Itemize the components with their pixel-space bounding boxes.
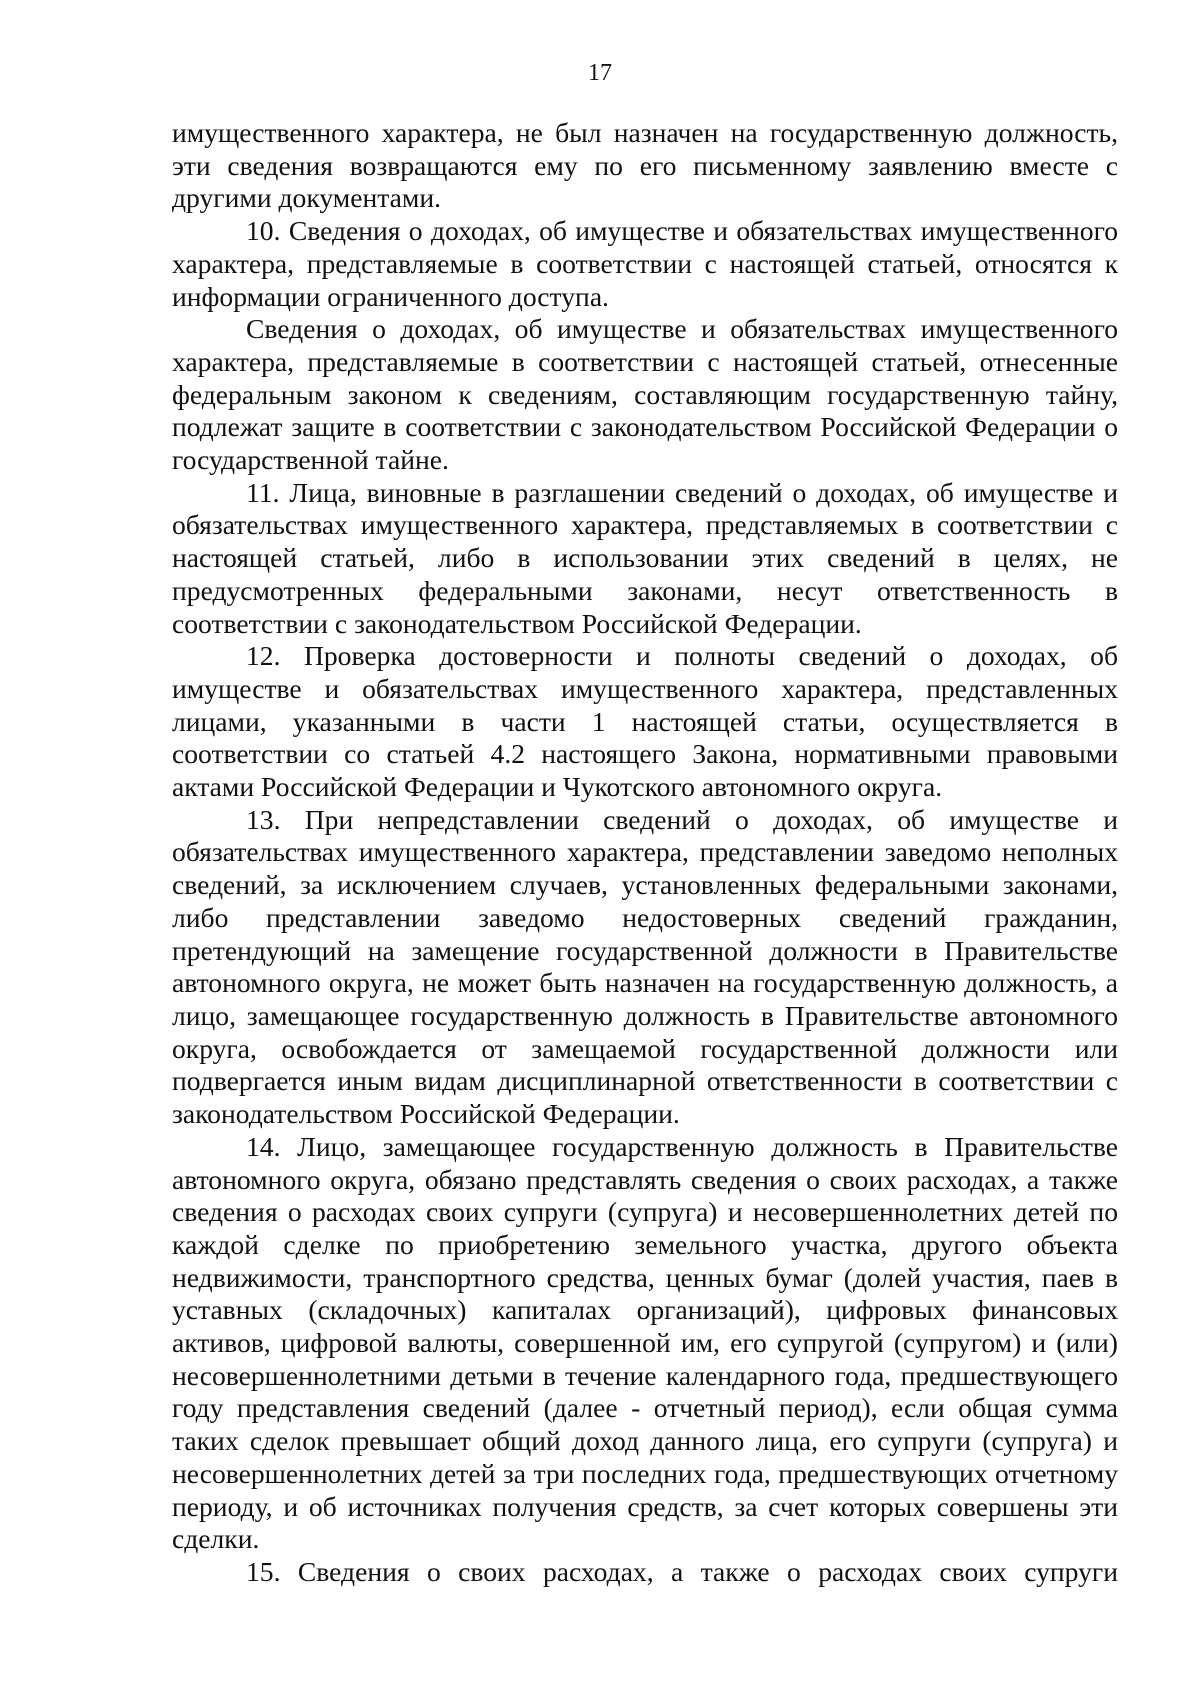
paragraph-item-10: 10. Сведения о доходах, об имуществе и обязательствах имущественного характера, представляемые в соответствии с настоящей статьей, относятся к информации ограниченного доступа. xyxy=(172,215,1118,312)
paragraph-item-13: 13. При непредставлении сведений о доходах, об имуществе и обязательствах имущественного характера, представлении заведомо неполных сведений, за исключением случаев, установленных федеральными законами, либо представлении заведомо недостоверных сведений гражданин, претендующий на замещение государственной должности в Правительстве автономного округа, не может быть назначен на государственную должность, а лицо, замещающее государственную должность в Правительстве автономного округа, освобождается от замещаемой государственной должности или подвергается иным видам дисциплинарной ответственности в соответствии с законодательством Российской Федерации. xyxy=(172,803,1118,1130)
paragraph-item-15: 15. Сведения о своих расходах, а также о расходах своих супруги xyxy=(246,1555,1118,1587)
paragraph: имущественного характера, не был назначен на государственную должность, эти сведения возвращаются ему по его письменному заявлению вместе с другими документами. xyxy=(172,117,1118,214)
paragraph-item-12: 12. Проверка достоверности и полноты сведений о доходах, об имуществе и обязательствах имущественного характера, представленных лицами, указанными в части 1 настоящей статьи, осуществляется в соответствии со статьей 4.2 настоящего Закона, нормативными правовыми актами Российской Федерации и Чукотского автономного округа. xyxy=(172,640,1118,803)
paragraph: Сведения о доходах, об имуществе и обязательствах имущественного характера, представляемые в соответствии с настоящей статьей, отнесенные федеральным законом к сведениям, составляющим государственную тайну, подлежат защите в соответствии с законодательством Российской Федерации о государственной тайне. xyxy=(172,313,1118,476)
document-body xyxy=(172,117,1118,1589)
paragraph-item-14: 14. Лицо, замещающее государственную должность в Правительстве автономного округа, обязано представлять сведения о своих расходах, а также сведения о расходах своих супруги (супруга) и несовершеннолетних детей по каждой сделке по приобретению земельного участка, другого объекта недвижимости, транспортного средства, ценных бумаг (долей участия, паев в уставных (складочных) капиталах организаций), цифровых финансовых активов, цифровой валюты, совершенной им, его супругой (супругом) и (или) несовершеннолетними детьми в течение календарного года, предшествующего году представления сведений (далее - отчетный период), если общая сумма таких сделок превышает общий доход данного лица, его супруги (супруга) и несовершеннолетних детей за три последних года, предшествующих отчетному периоду, и об источниках получения средств, за счет которых совершены эти сделки. xyxy=(172,1130,1118,1555)
page-number: 17 xyxy=(588,60,612,86)
paragraph-item-11: 11. Лица, виновные в разглашении сведений о доходах, об имуществе и обязательствах имущественного характера, представляемых в соответствии с настоящей статьей, либо в использовании этих сведений в целях, не предусмотренных федеральными законами, несут ответственность в соответствии с законодательством Российской Федерации. xyxy=(172,476,1118,639)
